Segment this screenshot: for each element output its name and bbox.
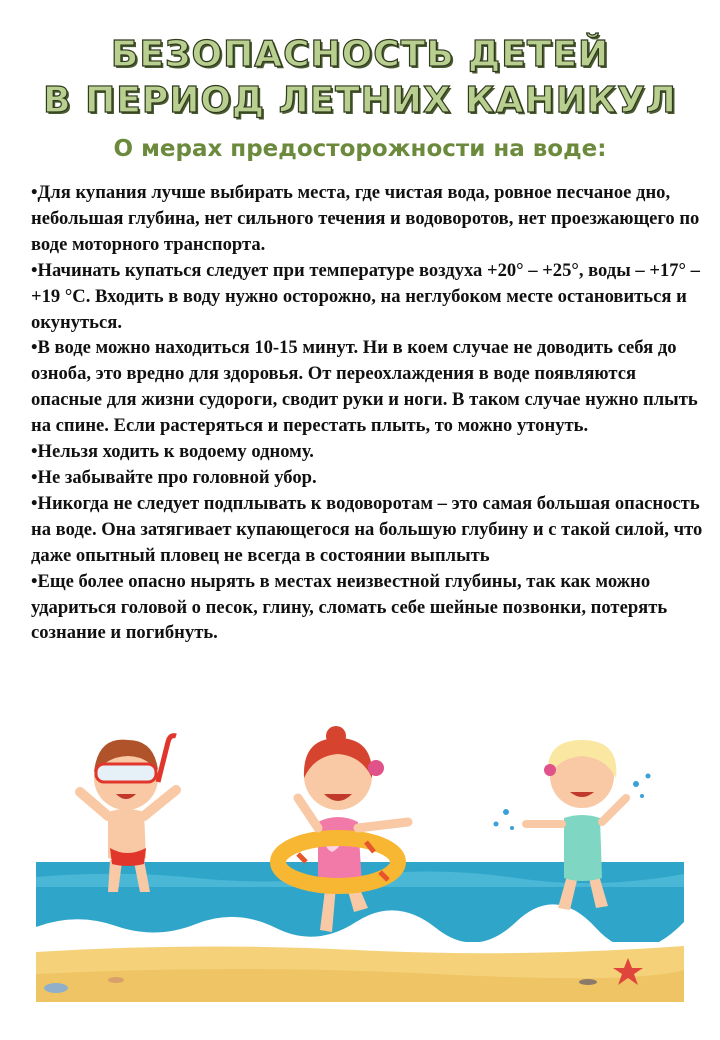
rule-item: •Для купания лучше выбирать места, где чистая вода, ровное песчаное дно, небольшая глубина, нет сильного течения и водоворотов, нет проезжающего по воде моторного транспорта. (31, 182, 700, 255)
title-line-2: В ПЕРИОД ЛЕТНИХ КАНИКУЛ (43, 80, 677, 121)
rule-item: •Нельзя ходить к водоему одному. (31, 441, 314, 463)
rule-item: •Не забывайте про головной убор. (31, 466, 317, 488)
rule-item: •Еще более опасно нырять в местах неизвестной глубины, так как можно удариться головой о песок, глину, сломать себе шейные позвонки, потерять сознание и погибнуть. (31, 570, 668, 644)
rules-list (31, 180, 707, 646)
children-at-beach-illustration (36, 712, 684, 1012)
rule-item: •Начинать купаться следует при температуре воздуха +20° – +25°, воды – +17° – +19 °C. Входить в воду нужно осторожно, на неглубоком месте остановиться и окунуться. (31, 259, 700, 333)
rule-item: •В воде можно находиться 10-15 минут. Ни в коем случае не доводить себя до озноба, это вредно для здоровья. От переохлаждения в воде появляются опасные для жизни судороги, сводит руки и ноги. В таком случае нужно плыть на спине. Если растеряться и перестать плыть, то можно утонуть. (31, 337, 698, 437)
subtitle: О мерах предосторожности на воде: (113, 136, 607, 162)
title-line-1: БЕЗОПАСНОСТЬ ДЕТЕЙ (110, 34, 610, 75)
rule-item: •Никогда не следует подплывать к водоворотам – это самая большая опасность на воде. Она затягивает купающегося на большую глубину и с такой силой, что даже опытный пловец не всегда в состоянии выплыть (31, 492, 703, 566)
